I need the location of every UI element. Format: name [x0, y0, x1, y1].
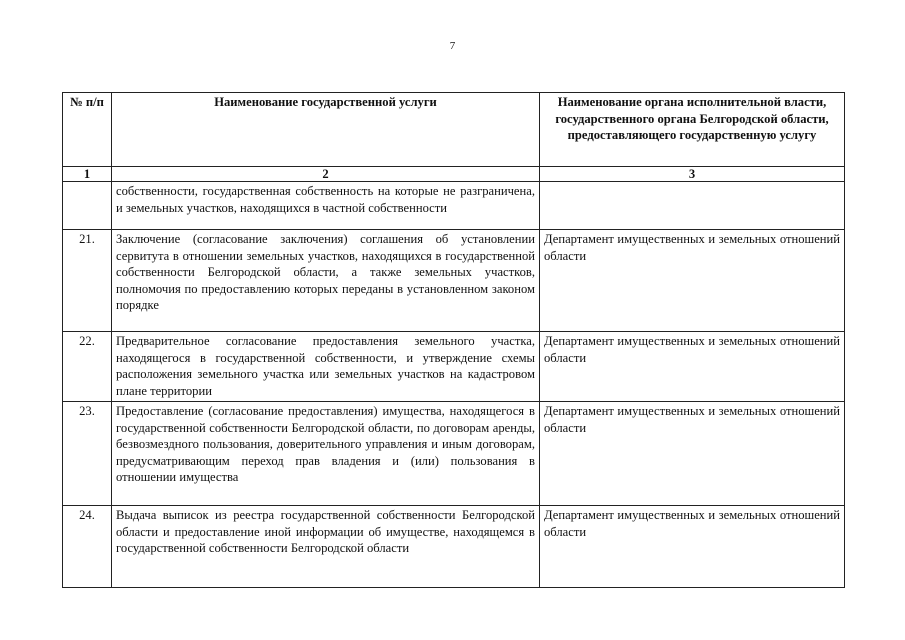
- table-row-continuation: [63, 182, 845, 230]
- header-authority: Наименование органа исполнительной власти, государственного органа Белгородской области, предоставляющего государственную услугу: [540, 93, 845, 167]
- table-header-row: [63, 93, 845, 167]
- table-row: [63, 332, 845, 402]
- table-row: [63, 506, 845, 588]
- row-number: [63, 182, 112, 230]
- row-number: 22.: [63, 332, 112, 402]
- column-number: 3: [540, 167, 845, 182]
- page-number: 7: [449, 40, 456, 52]
- service-name: собственности, государственная собственность на которые не разграничена, и земельных участков, находящихся в частной собственности: [112, 182, 540, 230]
- header-service: Наименование государственной услуги: [112, 93, 540, 167]
- service-name: Предоставление (согласование предоставления) имущества, находящегося в государственной собственности Белгородской области, по договорам аренды, безвозмездного пользования, доверительного управления и иным договорам, предусматривающим переход прав владения и (или) пользования в отношении имущества: [112, 402, 540, 506]
- services-table: [62, 92, 845, 588]
- service-name: Предварительное согласование предоставления земельного участка, находящегося в государственной собственности, и утверждение схемы расположения земельного участка или земельных участков на кадастровом плане территории: [112, 332, 540, 402]
- row-number: 21.: [63, 230, 112, 332]
- table-row: [63, 230, 845, 332]
- row-number: 23.: [63, 402, 112, 506]
- service-name: Выдача выписок из реестра государственной собственности Белгородской области и предоставление иной информации об имуществе, находящемся в государственной собственности Белгородской области: [112, 506, 540, 588]
- header-num: № п/п: [63, 93, 112, 167]
- authority-name: Департамент имущественных и земельных отношений области: [540, 332, 845, 402]
- column-number-row: [63, 167, 845, 182]
- authority-name: Департамент имущественных и земельных отношений области: [540, 230, 845, 332]
- service-name: Заключение (согласование заключения) соглашения об установлении сервитута в отношении земельных участков, находящихся в государственной собственности Белгородской области, а также земельных участков, полномочия по предоставлению которых переданы в установленном законом порядке: [112, 230, 540, 332]
- authority-name: Департамент имущественных и земельных отношений области: [540, 402, 845, 506]
- row-number: 24.: [63, 506, 112, 588]
- column-number: 1: [63, 167, 112, 182]
- column-number: 2: [112, 167, 540, 182]
- authority-name: [540, 182, 845, 230]
- table-row: [63, 402, 845, 506]
- authority-name: Департамент имущественных и земельных отношений области: [540, 506, 845, 588]
